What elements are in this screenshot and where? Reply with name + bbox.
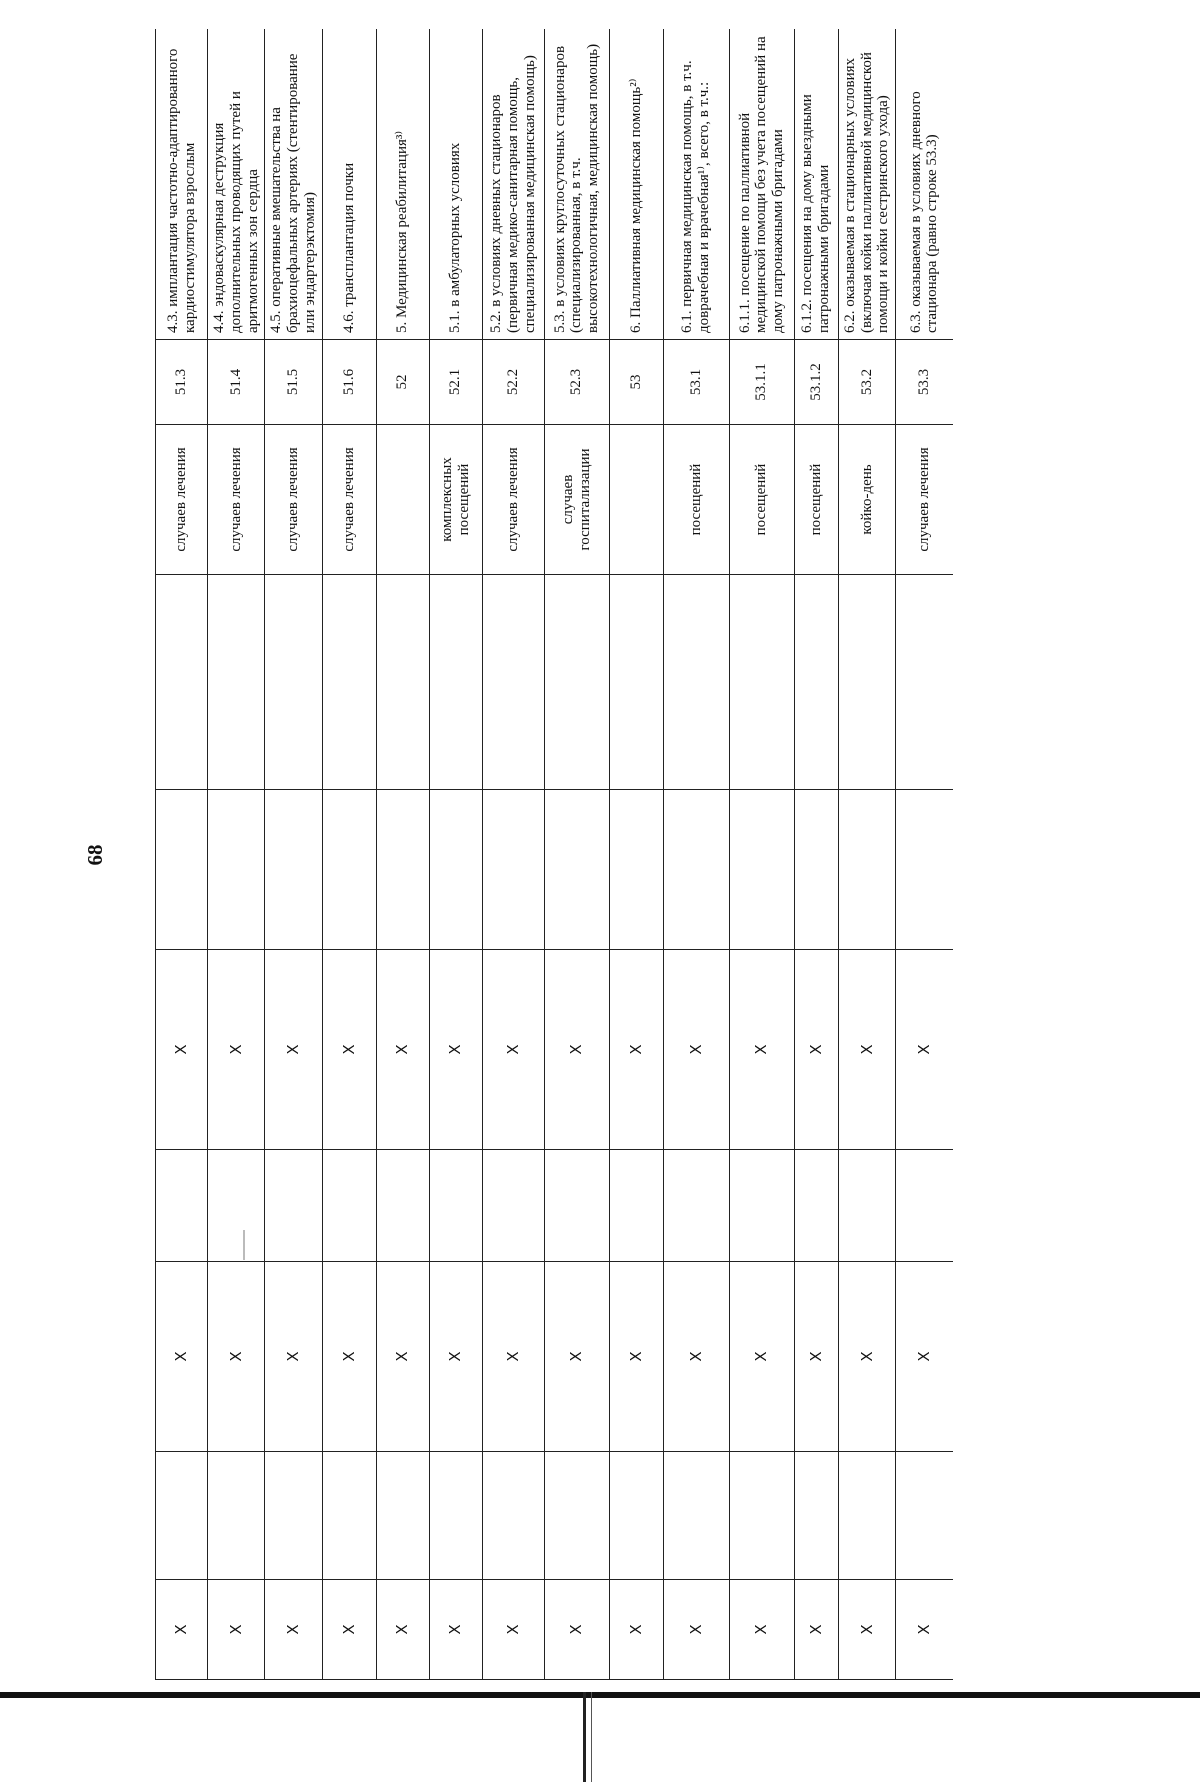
empty-cell	[265, 1452, 322, 1580]
table-row	[322, 30, 376, 1680]
page-number: 68	[82, 844, 107, 866]
empty-cell	[663, 1150, 729, 1262]
empty-cell	[729, 1452, 794, 1580]
row-code-cell: 51.4	[208, 340, 265, 425]
mark-cell: Х	[376, 1580, 429, 1680]
mark-cell: Х	[429, 950, 482, 1150]
empty-cell	[663, 1452, 729, 1580]
mark-cell: Х	[729, 1580, 794, 1680]
unit-cell: случаев лечения	[156, 425, 208, 575]
row-code-cell: 53.3	[896, 340, 953, 425]
empty-cell	[896, 1150, 953, 1262]
empty-cell	[156, 575, 208, 790]
mark-cell: Х	[544, 950, 609, 1150]
mark-cell: Х	[896, 1262, 953, 1452]
empty-cell	[896, 575, 953, 790]
row-name-cell: 4.3. имплантация частотно-адаптированного кардиостимулятора взрослым	[156, 30, 208, 340]
empty-cell	[838, 575, 895, 790]
empty-cell	[322, 1150, 376, 1262]
empty-cell	[322, 1452, 376, 1580]
mark-cell: Х	[482, 950, 544, 1150]
mark-cell: Х	[609, 1262, 663, 1452]
rotated-table-container	[155, 30, 1110, 1680]
empty-cell	[156, 1150, 208, 1262]
empty-cell	[208, 1452, 265, 1580]
row-name-cell: 6.2. оказываемая в стационарных условиях (включая койки паллиативной медицинской помощи и койки сестринского ухода)	[838, 30, 895, 340]
empty-cell	[376, 790, 429, 950]
mark-cell: Х	[838, 950, 895, 1150]
mark-cell: Х	[208, 1262, 265, 1452]
mark-cell: Х	[544, 1580, 609, 1680]
table-row	[896, 30, 953, 1680]
empty-cell	[322, 575, 376, 790]
empty-cell	[794, 1452, 838, 1580]
row-code-cell: 53	[609, 340, 663, 425]
unit-cell	[609, 425, 663, 575]
empty-cell	[429, 575, 482, 790]
indicators-table	[155, 30, 953, 1681]
table-row	[208, 30, 265, 1680]
mark-cell: Х	[156, 1580, 208, 1680]
empty-cell	[376, 1452, 429, 1580]
empty-cell	[208, 790, 265, 950]
empty-cell	[838, 1452, 895, 1580]
row-name-cell: 6.1. первичная медицинская помощь, в т.ч. доврачебная и врачебная¹⁾, всего, в т.ч.:	[663, 30, 729, 340]
empty-cell	[729, 575, 794, 790]
empty-cell	[838, 1150, 895, 1262]
unit-cell: комплексных посещений	[429, 425, 482, 575]
unit-cell: случаев лечения	[896, 425, 953, 575]
unit-cell: посещений	[663, 425, 729, 575]
mark-cell: Х	[794, 1262, 838, 1452]
unit-cell: случаев лечения	[208, 425, 265, 575]
table-row	[838, 30, 895, 1680]
empty-cell	[156, 1452, 208, 1580]
row-code-cell: 53.1	[663, 340, 729, 425]
empty-cell	[544, 1150, 609, 1262]
mark-cell: Х	[156, 950, 208, 1150]
row-name-cell: 5.2. в условиях дневных стационаров (первичная медико-санитарная помощь, специализированная медицинская помощь)	[482, 30, 544, 340]
table-row	[265, 30, 322, 1680]
mark-cell: Х	[376, 1262, 429, 1452]
mark-cell: Х	[482, 1262, 544, 1452]
mark-cell: Х	[265, 1580, 322, 1680]
empty-cell	[794, 790, 838, 950]
table-row	[376, 30, 429, 1680]
unit-cell: случаев лечения	[322, 425, 376, 575]
empty-cell	[429, 1150, 482, 1262]
row-name-cell: 6.1.2. посещения на дому выездными патронажными бригадами	[794, 30, 838, 340]
row-name-cell: 4.6. трансплантация почки	[322, 30, 376, 340]
row-code-cell: 51.6	[322, 340, 376, 425]
empty-cell	[609, 1452, 663, 1580]
unit-cell: посещений	[729, 425, 794, 575]
empty-cell	[729, 790, 794, 950]
empty-cell	[544, 790, 609, 950]
empty-cell	[609, 1150, 663, 1262]
row-code-cell: 52	[376, 340, 429, 425]
empty-cell	[265, 790, 322, 950]
empty-cell	[208, 575, 265, 790]
binding-mark	[583, 1692, 586, 1782]
empty-cell	[208, 1150, 265, 1262]
row-code-cell: 53.2	[838, 340, 895, 425]
empty-cell	[609, 575, 663, 790]
table-row	[429, 30, 482, 1680]
binding-mark-thin	[591, 1692, 592, 1782]
table-body	[156, 30, 953, 1680]
empty-cell	[482, 575, 544, 790]
row-code-cell: 52.3	[544, 340, 609, 425]
table-row	[794, 30, 838, 1680]
mark-cell: Х	[265, 950, 322, 1150]
mark-cell: Х	[482, 1580, 544, 1680]
empty-cell	[896, 1452, 953, 1580]
mark-cell: Х	[896, 950, 953, 1150]
mark-cell: Х	[729, 1262, 794, 1452]
empty-cell	[544, 1452, 609, 1580]
table-row	[482, 30, 544, 1680]
unit-cell: койко-день	[838, 425, 895, 575]
row-code-cell: 53.1.2	[794, 340, 838, 425]
empty-cell	[896, 790, 953, 950]
table-row	[609, 30, 663, 1680]
row-code-cell: 51.5	[265, 340, 322, 425]
empty-cell	[156, 790, 208, 950]
table-row	[156, 30, 208, 1680]
mark-cell: Х	[663, 1262, 729, 1452]
empty-cell	[482, 790, 544, 950]
row-name-cell: 4.4. эндоваскулярная деструкция дополнительных проводящих путей и аритмогенных зон сердца	[208, 30, 265, 340]
mark-cell: Х	[156, 1262, 208, 1452]
mark-cell: Х	[322, 1580, 376, 1680]
table-row	[544, 30, 609, 1680]
empty-cell	[482, 1150, 544, 1262]
empty-cell	[794, 1150, 838, 1262]
empty-cell	[838, 790, 895, 950]
empty-cell	[729, 1150, 794, 1262]
mark-cell: Х	[322, 1262, 376, 1452]
table-row	[729, 30, 794, 1680]
unit-cell	[376, 425, 429, 575]
mark-cell: Х	[208, 1580, 265, 1680]
mark-cell: Х	[663, 950, 729, 1150]
empty-cell	[429, 790, 482, 950]
empty-cell	[429, 1452, 482, 1580]
row-code-cell: 51.3	[156, 340, 208, 425]
empty-cell	[265, 1150, 322, 1262]
mark-cell: Х	[794, 1580, 838, 1680]
mark-cell: Х	[208, 950, 265, 1150]
mark-cell: Х	[376, 950, 429, 1150]
mark-cell: Х	[729, 950, 794, 1150]
unit-cell: случаев лечения	[482, 425, 544, 575]
empty-cell	[376, 1150, 429, 1262]
mark-cell: Х	[544, 1262, 609, 1452]
mark-cell: Х	[609, 950, 663, 1150]
row-name-cell: 6. Паллиативная медицинская помощь²⁾	[609, 30, 663, 340]
row-code-cell: 52.2	[482, 340, 544, 425]
empty-cell	[794, 575, 838, 790]
unit-cell: случаев госпитализации	[544, 425, 609, 575]
row-name-cell: 5.3. в условиях круглосуточных стационаров (специализированная, в т.ч. высокотехнологичная, медицинская помощь)	[544, 30, 609, 340]
unit-cell: посещений	[794, 425, 838, 575]
empty-cell	[376, 575, 429, 790]
mark-cell: Х	[838, 1262, 895, 1452]
mark-cell: Х	[838, 1580, 895, 1680]
empty-cell	[265, 575, 322, 790]
row-name-cell: 6.3. оказываемая в условиях дневного стационара (равно строке 53.3)	[896, 30, 953, 340]
mark-cell: Х	[322, 950, 376, 1150]
mark-cell: Х	[265, 1262, 322, 1452]
empty-cell	[609, 790, 663, 950]
empty-cell	[663, 790, 729, 950]
mark-cell: Х	[896, 1580, 953, 1680]
empty-cell	[544, 575, 609, 790]
empty-cell	[482, 1452, 544, 1580]
scan-artifact	[243, 1230, 245, 1260]
row-name-cell: 5.1. в амбулаторных условиях	[429, 30, 482, 340]
empty-cell	[663, 575, 729, 790]
row-code-cell: 52.1	[429, 340, 482, 425]
row-name-cell: 6.1.1. посещение по паллиативной медицинской помощи без учета посещений на дому патронажными бригадами	[729, 30, 794, 340]
row-name-cell: 5. Медицинская реабилитация³⁾	[376, 30, 429, 340]
mark-cell: Х	[794, 950, 838, 1150]
unit-cell: случаев лечения	[265, 425, 322, 575]
table-row	[663, 30, 729, 1680]
empty-cell	[322, 790, 376, 950]
row-code-cell: 53.1.1	[729, 340, 794, 425]
mark-cell: Х	[429, 1262, 482, 1452]
mark-cell: Х	[429, 1580, 482, 1680]
bottom-rule	[0, 1692, 1200, 1698]
row-name-cell: 4.5. оперативные вмешательства на брахиоцефальных артериях (стентирование или эндартерэктомия)	[265, 30, 322, 340]
mark-cell: Х	[609, 1580, 663, 1680]
mark-cell: Х	[663, 1580, 729, 1680]
